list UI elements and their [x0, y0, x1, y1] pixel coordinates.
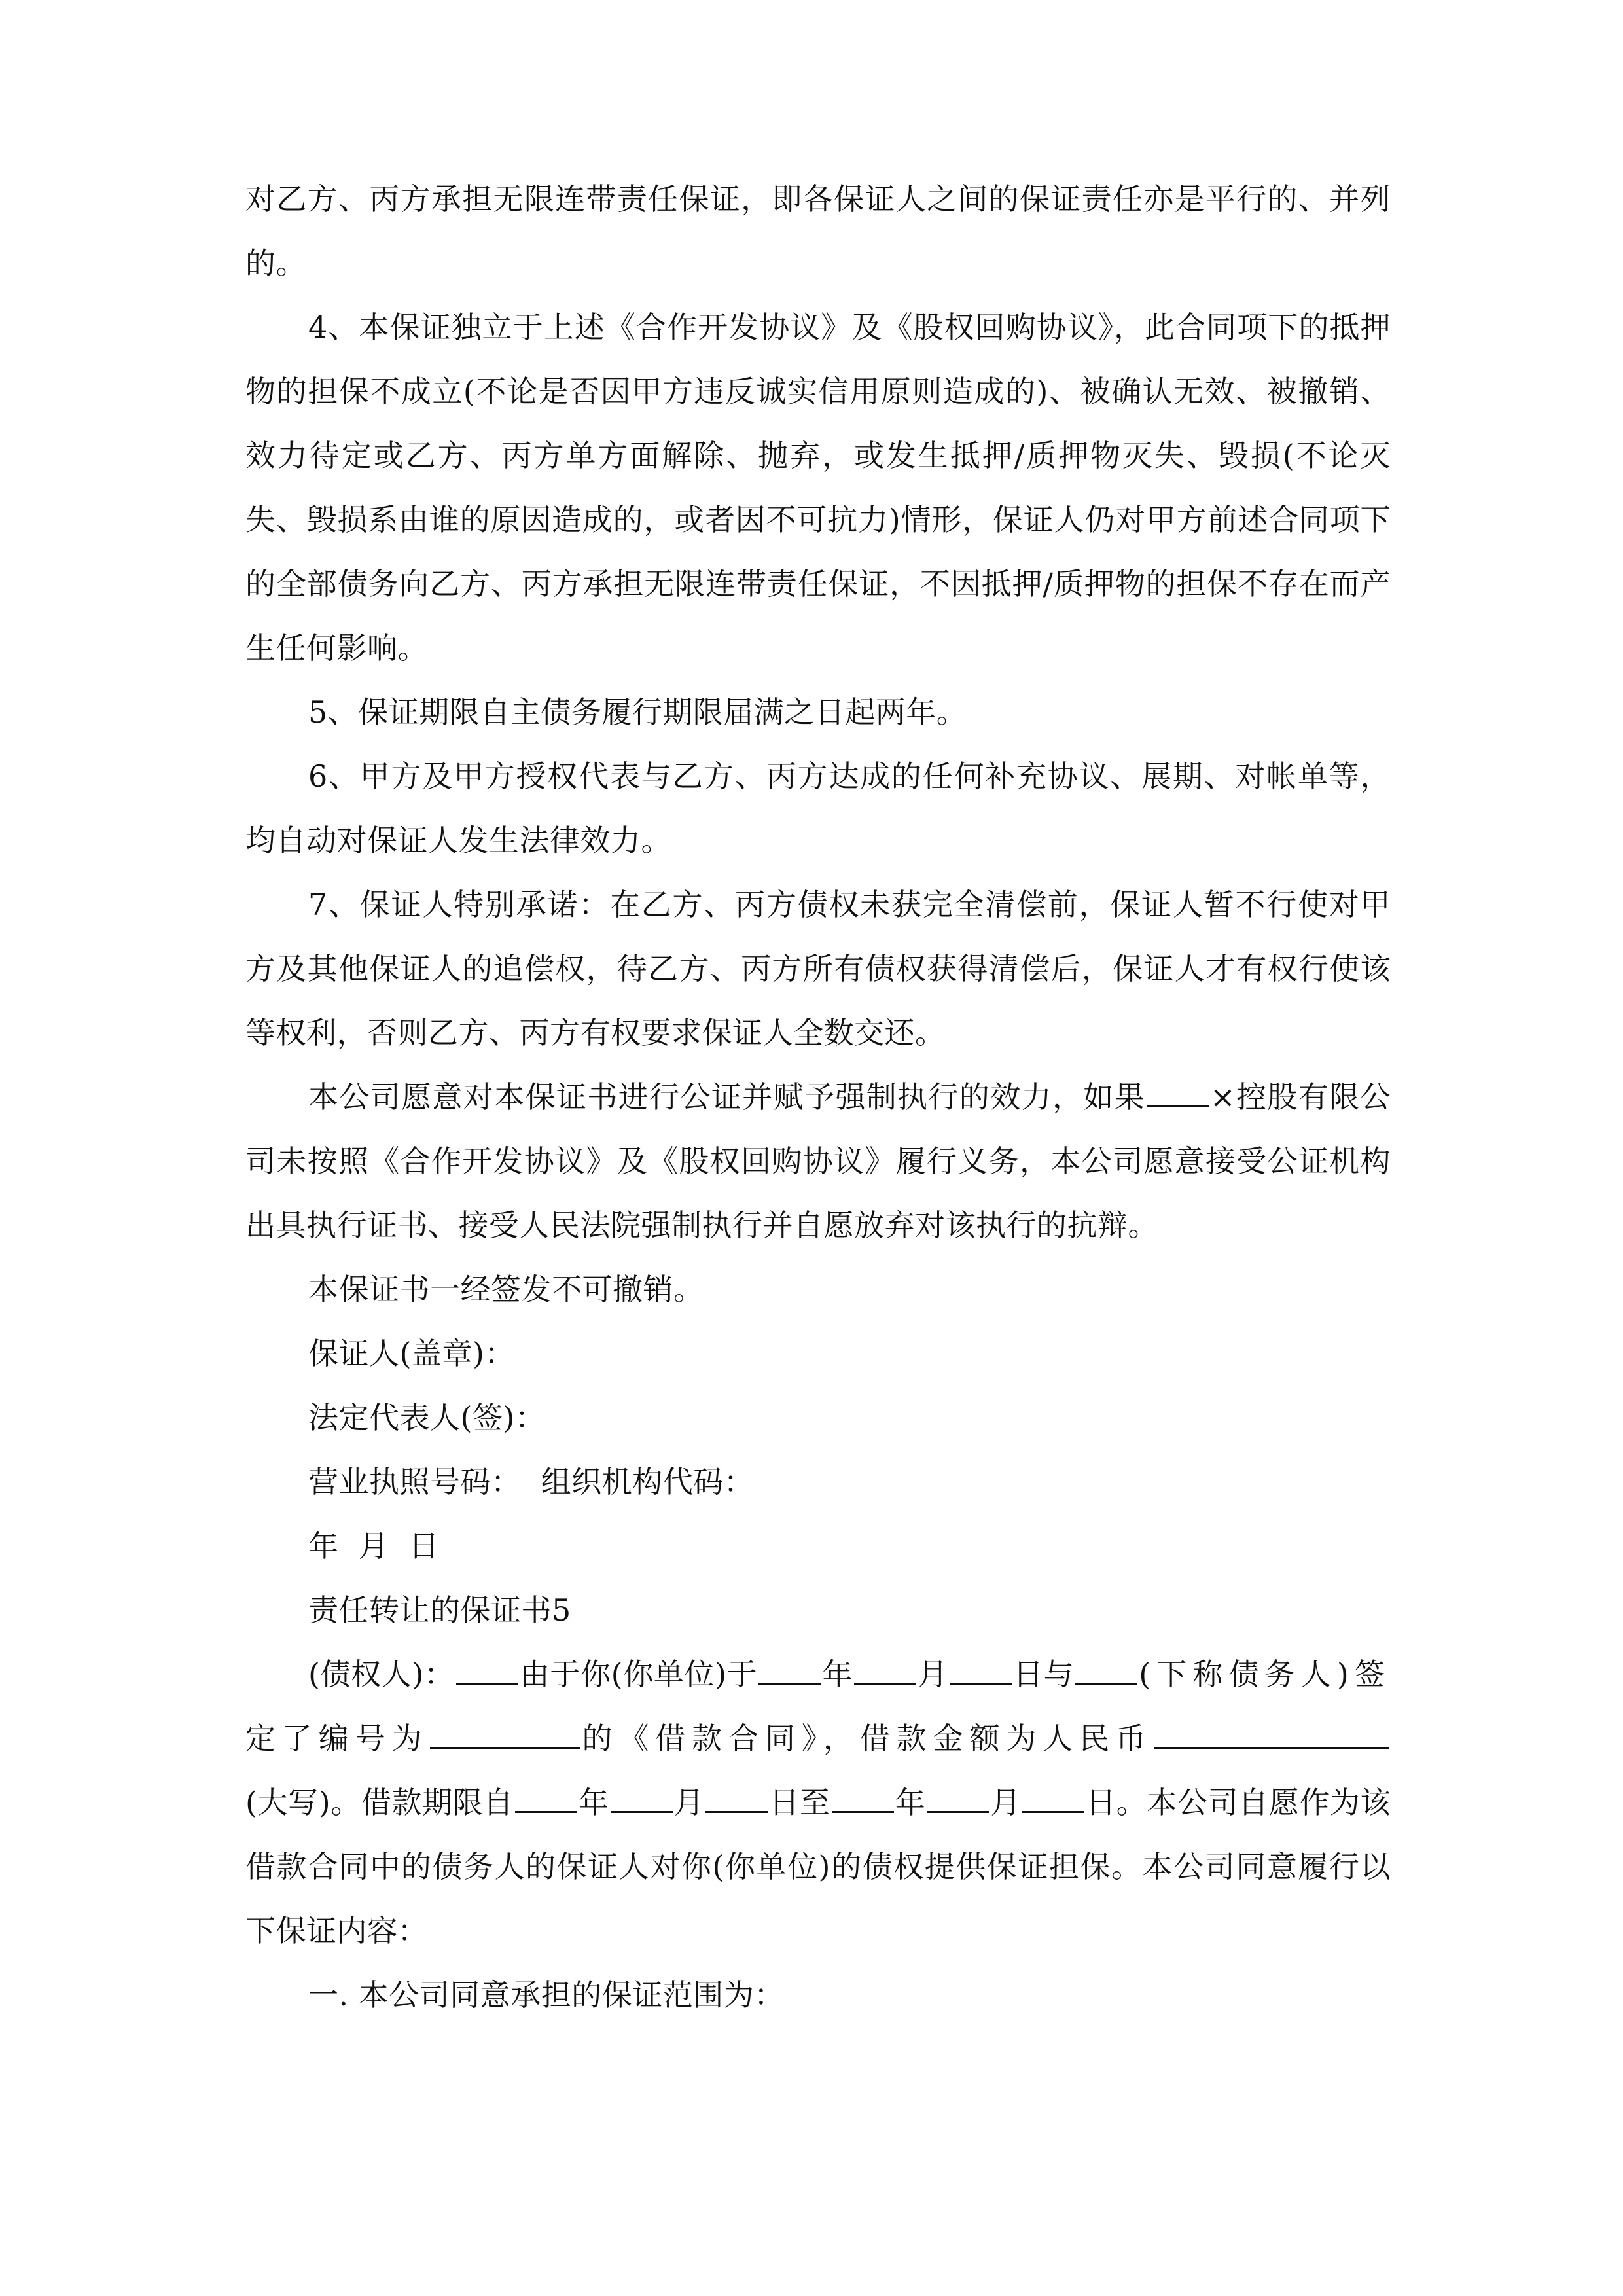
company-blank — [1147, 1075, 1209, 1107]
start-month-blank — [611, 1781, 673, 1813]
paragraph-loan-guarantee — [245, 1642, 1391, 1963]
end-day-blank — [1022, 1781, 1084, 1813]
debtor-blank — [1075, 1653, 1137, 1685]
end-month-blank — [927, 1781, 989, 1813]
legal-rep-signature-line: 法定代表人(签)： — [308, 1400, 546, 1435]
creditor-blank — [456, 1653, 518, 1685]
start-year-blank — [515, 1781, 577, 1813]
date-line: 年 月 日 — [308, 1528, 439, 1564]
sign-month-blank — [854, 1653, 916, 1685]
paragraph-notarization — [245, 1065, 1391, 1257]
day-to-label: 日至 — [769, 1785, 830, 1820]
paragraph-irrevocable: 本保证书一经签发不可撤销。 — [308, 1272, 704, 1307]
paragraph-item-4: 4、本保证独立于上述《合作开发协议》及《股权回购协议》，此合同项下的抵押物的担保不成立(不论是否因甲方违反诚实信用原则造成的)、被确认无效、被撤销、效力待定或乙方、丙方单方面解除、抛弃，或发生抵押/质押物灭失、毁损(不论灭失、毁损系由谁的原因造成的，或者因不可抗力)情形，保证人仍对甲方前述合同项下的全部债务向乙方、丙方承担无限连带责任保证，不因抵押/质押物的担保不存在而产生任何影响。 — [245, 310, 1391, 666]
creditor-label: (债权人)： — [308, 1657, 455, 1692]
sign-year-blank — [758, 1653, 821, 1685]
paragraph-guarantee-parallel: 对乙方、丙方承担无限连带责任保证，即各保证人之间的保证责任亦是平行的、并列的。 — [245, 181, 1391, 281]
scope-heading: 一. 本公司同意承担的保证范围为： — [308, 1977, 785, 2013]
year-label: 年 — [578, 1785, 609, 1820]
guarantor-seal-line: 保证人(盖章)： — [308, 1336, 515, 1371]
paragraph-item-5: 5、保证期限自主债务履行期限届满之日起两年。 — [308, 694, 967, 730]
guarantee-commitment-text: 日。本公司自愿作为该借款合同中的债务人的保证人对你(你单位)的债权提供保证担保。本公司同意履行以下保证内容： — [245, 1785, 1391, 1948]
paragraph-item-6: 6、甲方及甲方授权代表与乙方、丙方达成的任何补充协议、展期、对帐单等，均自动对保证人发生法律效力。 — [245, 759, 1391, 858]
month-label: 月 — [990, 1785, 1022, 1820]
end-year-blank — [832, 1781, 894, 1813]
day-with-label: 日与 — [1012, 1657, 1075, 1692]
contract-number-blank — [430, 1717, 580, 1749]
paragraph-item-7: 7、保证人特别承诺：在乙方、丙方债权未获完全清偿前，保证人暂不行使对甲方及其他保证人的追偿权，待乙方、丙方所有债权获得清偿后，保证人才有权行使该等权利，否则乙方、丙方有权要求保证人全数交还。 — [245, 887, 1391, 1050]
loan-amount-text: 的《借款合同》，借款金额为人民币 — [581, 1721, 1153, 1756]
month-label: 月 — [918, 1657, 948, 1692]
start-day-blank — [705, 1781, 768, 1813]
sign-day-blank — [950, 1653, 1012, 1685]
license-code-line: 营业执照号码： 组织机构代码： — [308, 1464, 755, 1499]
year-label: 年 — [895, 1785, 926, 1820]
contract-number-text: (下称债务人)签定了编号为 — [245, 1657, 1391, 1756]
section-heading: 责任转让的保证书5 — [308, 1592, 571, 1628]
notarization-text-b: ×控股有限公司未按照《合作开发协议》及《股权回购协议》履行义务，本公司愿意接受公证机构出具执行证书、接受人民法院强制执行并自愿放弃对该执行的抗辩。 — [245, 1079, 1391, 1243]
year-label: 年 — [822, 1657, 853, 1692]
loan-period-text: (大写)。借款期限自 — [245, 1785, 514, 1820]
intro-text: 由于你(你单位)于 — [519, 1657, 758, 1692]
month-label: 月 — [673, 1785, 705, 1820]
notarization-text-a: 本公司愿意对本保证书进行公证并赋予强制执行的效力，如果 — [308, 1079, 1146, 1115]
loan-amount-blank — [1154, 1717, 1389, 1749]
